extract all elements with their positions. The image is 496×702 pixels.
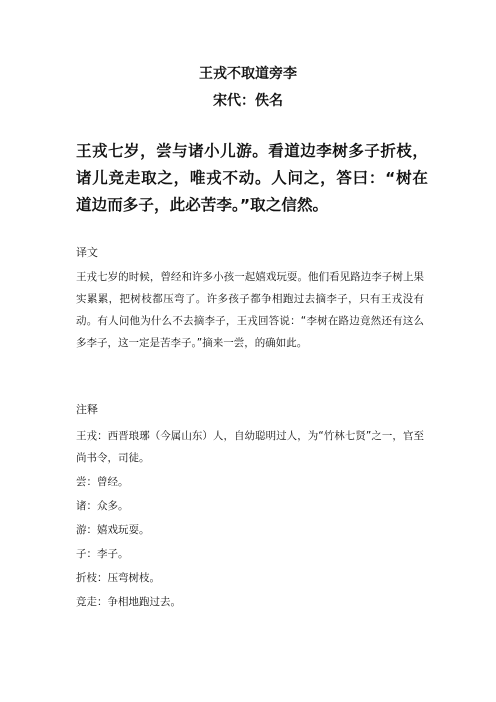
note-item: 折枝：压弯树枝。 (76, 572, 160, 584)
note-item: 尝：曾经。 (76, 476, 129, 488)
note-item: 王戎：西晋琅琊（今属山东）人，自幼聪明过人，为“竹林七贤”之一，官至尚书令，司徒。 (76, 430, 424, 464)
note-item: 子：李子。 (76, 548, 129, 560)
translation-text: 王戎七岁的时候，曾经和许多小孩一起嬉戏玩耍。他们看见路边李子树上果实累累，把树枝都压弯了。许多孩子都争相跑过去摘李子，只有王戎没有动。有人问他为什么不去摘李子，王戎回答说：“李树在路边竟然还有这么多李子，这一定是苦李子。”摘来一尝，的确如此。 (76, 271, 424, 349)
document-title: 王戎不取道旁李 (199, 66, 297, 82)
translation-heading: 译文 (76, 246, 98, 259)
notes-heading: 注释 (76, 403, 98, 416)
document-author: 宋代：佚名 (213, 93, 283, 109)
note-item: 诸：众多。 (76, 500, 129, 512)
note-item: 竞走：争相地跑过去。 (76, 596, 181, 608)
original-text: 王戎七岁，尝与诸小儿游。看道边李树多子折枝，诸儿竞走取之，唯戎不动。人问之，答曰：“树在道边而多子，此必苦李。”取之信然。 (76, 142, 428, 214)
notes-list (76, 425, 424, 615)
note-item: 游：嬉戏玩耍。 (76, 524, 150, 536)
